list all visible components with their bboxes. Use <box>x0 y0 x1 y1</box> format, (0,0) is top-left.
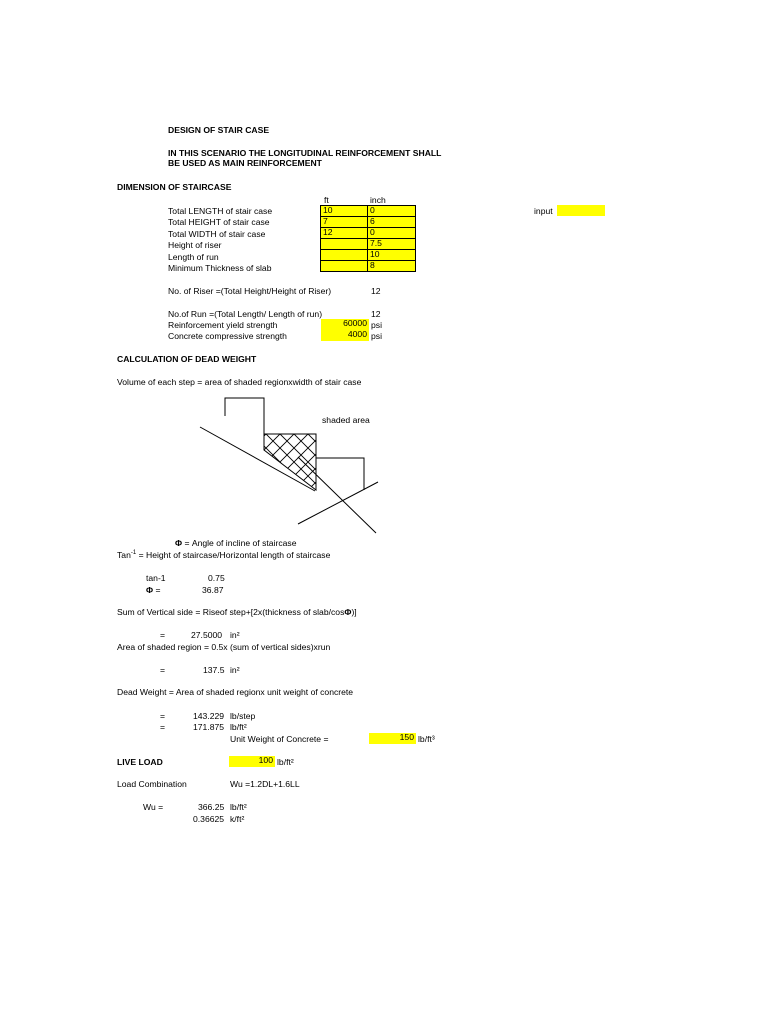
tan-prefix: Tan <box>117 550 131 560</box>
live-load-input[interactable]: 100 <box>229 756 275 767</box>
dead-weight-formula: Dead Weight = Area of shaded regionx unit weight of concrete <box>117 687 354 697</box>
dead-weight-area-unit: lb/ft² <box>230 722 247 732</box>
dead-weight-section-title: CALCULATION OF DEAD WEIGHT <box>117 354 257 364</box>
shaded-area-label: shaded area <box>322 415 370 425</box>
scenario-line-2: BE USED AS MAIN REINFORCEMENT <box>168 158 322 168</box>
vertical-sum-formula <box>117 608 357 617</box>
vertical-sum-end: )] <box>351 607 357 617</box>
equals-sign: = <box>160 711 166 721</box>
phi-symbol: Φ <box>344 607 352 617</box>
phi-eq <box>146 586 160 595</box>
phi-definition <box>175 539 296 548</box>
unit-weight-input[interactable]: 150 <box>369 733 416 744</box>
tan-superscript: -1 <box>130 550 137 557</box>
width-inch-input[interactable]: 0 <box>367 227 416 239</box>
equals-sign: = <box>160 630 166 640</box>
riser-count-value: 12 <box>371 286 381 296</box>
dim-row-label: Minimum Thickness of slab <box>168 263 272 273</box>
dim-row-label: Total WIDTH of stair case <box>168 229 266 239</box>
area-unit: in² <box>230 665 240 675</box>
phi-symbol: Φ <box>175 538 183 548</box>
fy-label: Reinforcement yield strength <box>168 320 278 330</box>
tan-value: 0.75 <box>208 573 225 583</box>
dim-row-label: Length of run <box>168 252 219 262</box>
area-value: 137.5 <box>203 665 225 675</box>
wu-unit-k: k/ft² <box>230 814 245 824</box>
equals-sign: = <box>160 665 166 675</box>
phi-value: 36.87 <box>202 585 224 595</box>
dead-weight-step-unit: lb/step <box>230 711 256 721</box>
fc-unit: psi <box>371 331 382 341</box>
shaded-area-region <box>264 434 316 490</box>
load-combination-formula: Wu =1.2DL+1.6LL <box>230 779 300 789</box>
tan-label: tan-1 <box>146 573 166 583</box>
wu-value-lb: 366.25 <box>198 802 225 812</box>
upper-step <box>225 398 264 450</box>
phi-symbol: Φ <box>146 585 154 595</box>
dim-row-label: Total HEIGHT of stair case <box>168 217 270 227</box>
vertical-sum-text: Sum of Vertical side = Riseof step+[2x(thickness of slab/cos <box>117 607 345 617</box>
phi-equals: = <box>155 585 161 595</box>
col-header-inch: inch <box>370 195 386 205</box>
page-title: DESIGN OF STAIR CASE <box>168 125 270 135</box>
dimension-section-title: DIMENSION OF STAIRCASE <box>117 182 232 192</box>
volume-formula: Volume of each step = area of shaded regionxwidth of stair case <box>117 377 362 387</box>
riser-inch-input[interactable]: 7.5 <box>367 238 416 250</box>
height-inch-input[interactable]: 6 <box>367 216 416 228</box>
length-ft-input[interactable]: 10 <box>320 205 368 217</box>
fy-input[interactable]: 60000 <box>321 319 369 330</box>
wu-unit-lb: lb/ft² <box>230 802 247 812</box>
dead-weight-step-value: 143.229 <box>193 711 225 721</box>
dead-weight-area-value: 171.875 <box>193 722 225 732</box>
tan-definition <box>117 551 330 560</box>
load-combination-label: Load Combination <box>117 779 187 789</box>
live-load-title: LIVE LOAD <box>117 757 163 767</box>
vertical-sum-unit: in² <box>230 630 240 640</box>
run-inch-input[interactable]: 10 <box>367 249 416 261</box>
dim-row-label: Total LENGTH of stair case <box>168 206 273 216</box>
fc-input[interactable]: 4000 <box>321 330 369 341</box>
height-ft-input[interactable]: 7 <box>320 216 368 228</box>
phi-definition-text: = Angle of incline of staircase <box>184 538 297 548</box>
wu-label: Wu = <box>143 802 164 812</box>
riser-count-label: No. of Riser =(Total Height/Height of Riser) <box>168 286 332 296</box>
run-count-label: No.of Run =(Total Length/ Length of run) <box>168 309 323 319</box>
run-count-value: 12 <box>371 309 381 319</box>
vertical-sum-value: 27.5000 <box>191 630 223 640</box>
slab-inch-input[interactable]: 8 <box>367 260 416 272</box>
length-inch-input[interactable]: 0 <box>367 205 416 217</box>
equals-sign: = <box>160 722 166 732</box>
live-load-unit: lb/ft² <box>277 757 294 767</box>
fc-label: Concrete compressive strength <box>168 331 287 341</box>
fy-unit: psi <box>371 320 382 330</box>
wu-value-k: 0.36625 <box>193 814 225 824</box>
unit-weight-label: Unit Weight of Concrete = <box>230 734 329 744</box>
tan-definition-text: = Height of staircase/Horizontal length of staircase <box>136 550 331 560</box>
scenario-line-1: IN THIS SCENARIO THE LONGITUDINAL REINFORCEMENT SHALL <box>168 148 442 158</box>
area-formula: Area of shaded region = 0.5x (sum of vertical sides)xrun <box>117 642 331 652</box>
unit-weight-unit: lb/ft³ <box>418 734 435 744</box>
dim-row-label: Height of riser <box>168 240 222 250</box>
col-header-ft: ft <box>324 195 329 205</box>
width-ft-input[interactable]: 12 <box>320 227 368 239</box>
input-legend-label: input <box>534 206 553 216</box>
